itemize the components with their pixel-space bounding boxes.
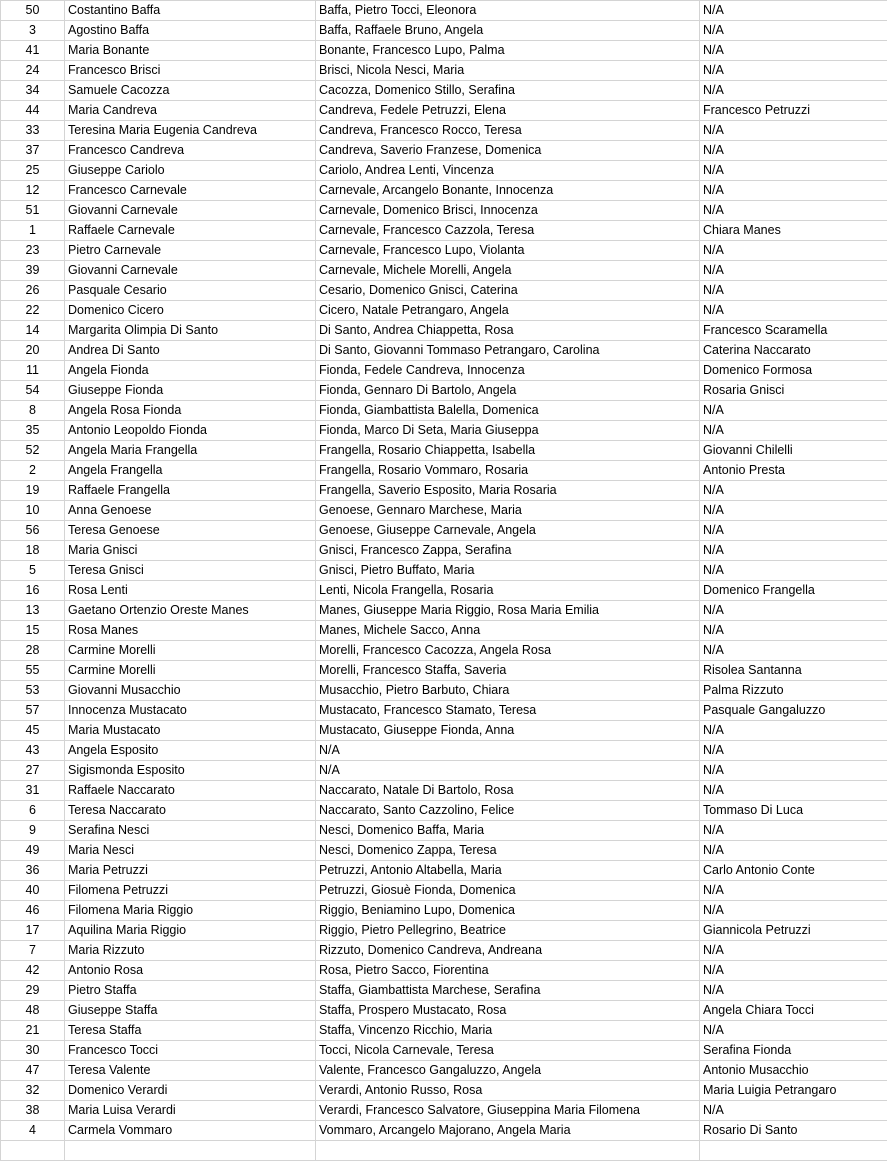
table-row bbox=[1, 461, 887, 481]
name-cell[interactable]: Agostino Baffa bbox=[65, 21, 316, 41]
spouse-cell[interactable]: N/A bbox=[700, 121, 887, 141]
spouse-cell[interactable]: N/A bbox=[700, 541, 887, 561]
id-cell[interactable]: 57 bbox=[1, 701, 65, 721]
parents-cell[interactable]: Tocci, Nicola Carnevale, Teresa bbox=[316, 1041, 700, 1061]
id-cell[interactable]: 18 bbox=[1, 541, 65, 561]
table-row bbox=[1, 361, 887, 381]
spouse-cell[interactable]: N/A bbox=[700, 961, 887, 981]
id-cell[interactable]: 45 bbox=[1, 721, 65, 741]
spouse-cell[interactable]: N/A bbox=[700, 481, 887, 501]
name-cell[interactable]: Raffaele Naccarato bbox=[65, 781, 316, 801]
spouse-cell[interactable]: N/A bbox=[700, 1021, 887, 1041]
table-row bbox=[1, 521, 887, 541]
parents-cell[interactable]: Carnevale, Michele Morelli, Angela bbox=[316, 261, 700, 281]
id-cell[interactable]: 43 bbox=[1, 741, 65, 761]
table-row bbox=[1, 841, 887, 861]
empty-cell[interactable] bbox=[700, 1141, 887, 1161]
parents-cell[interactable]: Nesci, Domenico Zappa, Teresa bbox=[316, 841, 700, 861]
id-cell[interactable]: 3 bbox=[1, 21, 65, 41]
table-row bbox=[1, 81, 887, 101]
spouse-cell[interactable]: N/A bbox=[700, 781, 887, 801]
id-cell[interactable]: 41 bbox=[1, 41, 65, 61]
id-cell[interactable]: 24 bbox=[1, 61, 65, 81]
table-row bbox=[1, 261, 887, 281]
table-row bbox=[1, 1121, 887, 1141]
table-row bbox=[1, 981, 887, 1001]
name-cell[interactable]: Serafina Nesci bbox=[65, 821, 316, 841]
parents-cell[interactable]: Baffa, Raffaele Bruno, Angela bbox=[316, 21, 700, 41]
spouse-cell[interactable]: N/A bbox=[700, 561, 887, 581]
spouse-cell[interactable]: N/A bbox=[700, 21, 887, 41]
table-row bbox=[1, 501, 887, 521]
table-row bbox=[1, 801, 887, 821]
table-row bbox=[1, 421, 887, 441]
id-cell[interactable]: 38 bbox=[1, 1101, 65, 1121]
parents-cell[interactable]: Fionda, Marco Di Seta, Maria Giuseppa bbox=[316, 421, 700, 441]
spouse-cell[interactable]: Francesco Petruzzi bbox=[700, 101, 887, 121]
table-row bbox=[1, 761, 887, 781]
parents-cell[interactable]: Staffa, Giambattista Marchese, Serafina bbox=[316, 981, 700, 1001]
table-row bbox=[1, 701, 887, 721]
spouse-cell[interactable]: N/A bbox=[700, 81, 887, 101]
spouse-cell[interactable]: N/A bbox=[700, 401, 887, 421]
parents-cell[interactable]: Carnevale, Arcangelo Bonante, Innocenza bbox=[316, 181, 700, 201]
id-cell[interactable]: 33 bbox=[1, 121, 65, 141]
name-cell[interactable]: Maria Luisa Verardi bbox=[65, 1101, 316, 1121]
name-cell[interactable]: Maria Mustacato bbox=[65, 721, 316, 741]
id-cell[interactable]: 23 bbox=[1, 241, 65, 261]
table-row bbox=[1, 901, 887, 921]
parents-cell[interactable]: Fionda, Gennaro Di Bartolo, Angela bbox=[316, 381, 700, 401]
parents-cell[interactable]: Morelli, Francesco Cacozza, Angela Rosa bbox=[316, 641, 700, 661]
id-cell[interactable]: 27 bbox=[1, 761, 65, 781]
name-cell[interactable]: Andrea Di Santo bbox=[65, 341, 316, 361]
name-cell[interactable]: Francesco Brisci bbox=[65, 61, 316, 81]
name-cell[interactable]: Teresa Gnisci bbox=[65, 561, 316, 581]
table-row bbox=[1, 21, 887, 41]
spouse-cell[interactable]: Giovanni Chilelli bbox=[700, 441, 887, 461]
table-row bbox=[1, 121, 887, 141]
parents-cell[interactable]: Staffa, Vincenzo Ricchio, Maria bbox=[316, 1021, 700, 1041]
name-cell[interactable]: Sigismonda Esposito bbox=[65, 761, 316, 781]
name-cell[interactable]: Domenico Verardi bbox=[65, 1081, 316, 1101]
parents-cell[interactable]: Fionda, Fedele Candreva, Innocenza bbox=[316, 361, 700, 381]
table-row bbox=[1, 41, 887, 61]
id-cell[interactable]: 47 bbox=[1, 1061, 65, 1081]
name-cell[interactable]: Rosa Manes bbox=[65, 621, 316, 641]
name-cell[interactable]: Pietro Staffa bbox=[65, 981, 316, 1001]
table-row bbox=[1, 621, 887, 641]
spouse-cell[interactable]: N/A bbox=[700, 421, 887, 441]
name-cell[interactable]: Teresa Genoese bbox=[65, 521, 316, 541]
name-cell[interactable]: Margarita Olimpia Di Santo bbox=[65, 321, 316, 341]
parents-cell[interactable]: Frangella, Saverio Esposito, Maria Rosaria bbox=[316, 481, 700, 501]
id-cell[interactable]: 46 bbox=[1, 901, 65, 921]
parents-cell[interactable]: Carnevale, Francesco Cazzola, Teresa bbox=[316, 221, 700, 241]
name-cell[interactable]: Antonio Leopoldo Fionda bbox=[65, 421, 316, 441]
spouse-cell[interactable]: N/A bbox=[700, 1101, 887, 1121]
table-row bbox=[1, 201, 887, 221]
parents-cell[interactable]: Vommaro, Arcangelo Majorano, Angela Maria bbox=[316, 1121, 700, 1141]
table-row bbox=[1, 821, 887, 841]
id-cell[interactable]: 1 bbox=[1, 221, 65, 241]
id-cell[interactable]: 21 bbox=[1, 1021, 65, 1041]
spouse-cell[interactable]: Tommaso Di Luca bbox=[700, 801, 887, 821]
id-cell[interactable]: 13 bbox=[1, 601, 65, 621]
parents-cell[interactable]: Cacozza, Domenico Stillo, Serafina bbox=[316, 81, 700, 101]
empty-cell[interactable] bbox=[65, 1141, 316, 1161]
parents-cell[interactable]: Morelli, Francesco Staffa, Saveria bbox=[316, 661, 700, 681]
spouse-cell[interactable]: Serafina Fionda bbox=[700, 1041, 887, 1061]
table-row bbox=[1, 941, 887, 961]
name-cell[interactable]: Raffaele Carnevale bbox=[65, 221, 316, 241]
name-cell[interactable]: Maria Nesci bbox=[65, 841, 316, 861]
spouse-cell[interactable]: N/A bbox=[700, 941, 887, 961]
table-row bbox=[1, 661, 887, 681]
id-cell[interactable]: 12 bbox=[1, 181, 65, 201]
parents-cell[interactable]: Cicero, Natale Petrangaro, Angela bbox=[316, 301, 700, 321]
id-cell[interactable]: 48 bbox=[1, 1001, 65, 1021]
parents-cell[interactable]: Genoese, Giuseppe Carnevale, Angela bbox=[316, 521, 700, 541]
parents-cell[interactable]: Rizzuto, Domenico Candreva, Andreana bbox=[316, 941, 700, 961]
table-row bbox=[1, 1, 887, 21]
spouse-cell[interactable]: N/A bbox=[700, 741, 887, 761]
parents-cell[interactable]: Brisci, Nicola Nesci, Maria bbox=[316, 61, 700, 81]
id-cell[interactable]: 31 bbox=[1, 781, 65, 801]
spouse-cell[interactable]: Domenico Formosa bbox=[700, 361, 887, 381]
spouse-cell[interactable]: N/A bbox=[700, 841, 887, 861]
name-cell[interactable]: Anna Genoese bbox=[65, 501, 316, 521]
spouse-cell[interactable]: N/A bbox=[700, 881, 887, 901]
table-row bbox=[1, 481, 887, 501]
spouse-cell[interactable]: N/A bbox=[700, 201, 887, 221]
id-cell[interactable]: 42 bbox=[1, 961, 65, 981]
parents-cell[interactable]: Rosa, Pietro Sacco, Fiorentina bbox=[316, 961, 700, 981]
id-cell[interactable]: 53 bbox=[1, 681, 65, 701]
spouse-cell[interactable]: N/A bbox=[700, 621, 887, 641]
id-cell[interactable]: 25 bbox=[1, 161, 65, 181]
name-cell[interactable]: Francesco Carnevale bbox=[65, 181, 316, 201]
spouse-cell[interactable]: Francesco Scaramella bbox=[700, 321, 887, 341]
table-row bbox=[1, 601, 887, 621]
parents-cell[interactable]: Mustacato, Giuseppe Fionda, Anna bbox=[316, 721, 700, 741]
name-cell[interactable]: Maria Petruzzi bbox=[65, 861, 316, 881]
spouse-cell[interactable]: N/A bbox=[700, 821, 887, 841]
id-cell[interactable]: 26 bbox=[1, 281, 65, 301]
name-cell[interactable]: Teresina Maria Eugenia Candreva bbox=[65, 121, 316, 141]
spouse-cell[interactable]: N/A bbox=[700, 1, 887, 21]
spouse-cell[interactable]: N/A bbox=[700, 521, 887, 541]
parents-cell[interactable]: Riggio, Beniamino Lupo, Domenica bbox=[316, 901, 700, 921]
table-row bbox=[1, 681, 887, 701]
parents-cell[interactable]: Verardi, Francesco Salvatore, Giuseppina Maria Filomena bbox=[316, 1101, 700, 1121]
parents-cell[interactable]: Di Santo, Giovanni Tommaso Petrangaro, Carolina bbox=[316, 341, 700, 361]
id-cell[interactable]: 14 bbox=[1, 321, 65, 341]
table-row bbox=[1, 641, 887, 661]
name-cell[interactable]: Giuseppe Cariolo bbox=[65, 161, 316, 181]
name-cell[interactable]: Carmine Morelli bbox=[65, 641, 316, 661]
id-cell[interactable]: 52 bbox=[1, 441, 65, 461]
parents-cell[interactable]: Manes, Giuseppe Maria Riggio, Rosa Maria Emilia bbox=[316, 601, 700, 621]
id-cell[interactable]: 54 bbox=[1, 381, 65, 401]
spouse-cell[interactable]: N/A bbox=[700, 301, 887, 321]
parents-cell[interactable]: Candreva, Saverio Franzese, Domenica bbox=[316, 141, 700, 161]
id-cell[interactable]: 39 bbox=[1, 261, 65, 281]
empty-cell[interactable] bbox=[316, 1141, 700, 1161]
id-cell[interactable]: 6 bbox=[1, 801, 65, 821]
name-cell[interactable]: Maria Rizzuto bbox=[65, 941, 316, 961]
id-cell[interactable]: 49 bbox=[1, 841, 65, 861]
parents-cell[interactable]: Riggio, Pietro Pellegrino, Beatrice bbox=[316, 921, 700, 941]
name-cell[interactable]: Raffaele Frangella bbox=[65, 481, 316, 501]
table-row bbox=[1, 1041, 887, 1061]
table-row bbox=[1, 561, 887, 581]
id-cell[interactable]: 44 bbox=[1, 101, 65, 121]
spouse-cell[interactable]: N/A bbox=[700, 41, 887, 61]
parents-cell[interactable]: Frangella, Rosario Vommaro, Rosaria bbox=[316, 461, 700, 481]
name-cell[interactable]: Angela Esposito bbox=[65, 741, 316, 761]
parents-cell[interactable]: Mustacato, Francesco Stamato, Teresa bbox=[316, 701, 700, 721]
parents-cell[interactable]: Candreva, Francesco Rocco, Teresa bbox=[316, 121, 700, 141]
name-cell[interactable]: Samuele Cacozza bbox=[65, 81, 316, 101]
parents-cell[interactable]: Nesci, Domenico Baffa, Maria bbox=[316, 821, 700, 841]
name-cell[interactable]: Giuseppe Staffa bbox=[65, 1001, 316, 1021]
table-row bbox=[1, 781, 887, 801]
parents-cell[interactable]: Cesario, Domenico Gnisci, Caterina bbox=[316, 281, 700, 301]
spouse-cell[interactable]: N/A bbox=[700, 901, 887, 921]
spouse-cell[interactable]: N/A bbox=[700, 181, 887, 201]
id-cell[interactable]: 28 bbox=[1, 641, 65, 661]
name-cell[interactable]: Filomena Maria Riggio bbox=[65, 901, 316, 921]
id-cell[interactable]: 17 bbox=[1, 921, 65, 941]
table-row bbox=[1, 381, 887, 401]
name-cell[interactable]: Carmela Vommaro bbox=[65, 1121, 316, 1141]
parents-cell[interactable]: Candreva, Fedele Petruzzi, Elena bbox=[316, 101, 700, 121]
spouse-cell[interactable]: Risolea Santanna bbox=[700, 661, 887, 681]
table-row bbox=[1, 881, 887, 901]
id-cell[interactable]: 51 bbox=[1, 201, 65, 221]
name-cell[interactable]: Teresa Naccarato bbox=[65, 801, 316, 821]
table-row bbox=[1, 401, 887, 421]
parents-cell[interactable]: Cariolo, Andrea Lenti, Vincenza bbox=[316, 161, 700, 181]
parents-cell[interactable]: Petruzzi, Giosuè Fionda, Domenica bbox=[316, 881, 700, 901]
id-cell[interactable]: 22 bbox=[1, 301, 65, 321]
name-cell[interactable]: Antonio Rosa bbox=[65, 961, 316, 981]
id-cell[interactable]: 8 bbox=[1, 401, 65, 421]
parents-cell[interactable]: N/A bbox=[316, 761, 700, 781]
spouse-cell[interactable]: Angela Chiara Tocci bbox=[700, 1001, 887, 1021]
name-cell[interactable]: Teresa Staffa bbox=[65, 1021, 316, 1041]
spouse-cell[interactable]: Antonio Presta bbox=[700, 461, 887, 481]
name-cell[interactable]: Francesco Candreva bbox=[65, 141, 316, 161]
name-cell[interactable]: Giovanni Musacchio bbox=[65, 681, 316, 701]
name-cell[interactable]: Maria Candreva bbox=[65, 101, 316, 121]
id-cell[interactable]: 55 bbox=[1, 661, 65, 681]
table-row bbox=[1, 1081, 887, 1101]
name-cell[interactable]: Angela Rosa Fionda bbox=[65, 401, 316, 421]
spouse-cell[interactable]: Rosario Di Santo bbox=[700, 1121, 887, 1141]
name-cell[interactable]: Rosa Lenti bbox=[65, 581, 316, 601]
name-cell[interactable]: Filomena Petruzzi bbox=[65, 881, 316, 901]
table-row bbox=[1, 861, 887, 881]
spouse-cell[interactable]: N/A bbox=[700, 981, 887, 1001]
parents-cell[interactable]: Gnisci, Francesco Zappa, Serafina bbox=[316, 541, 700, 561]
id-cell[interactable]: 56 bbox=[1, 521, 65, 541]
name-cell[interactable]: Teresa Valente bbox=[65, 1061, 316, 1081]
id-cell[interactable]: 9 bbox=[1, 821, 65, 841]
table-row bbox=[1, 441, 887, 461]
table-row bbox=[1, 161, 887, 181]
spouse-cell[interactable]: Chiara Manes bbox=[700, 221, 887, 241]
spouse-cell[interactable]: Domenico Frangella bbox=[700, 581, 887, 601]
parents-cell[interactable]: N/A bbox=[316, 741, 700, 761]
name-cell[interactable]: Angela Maria Frangella bbox=[65, 441, 316, 461]
table-row bbox=[1, 1061, 887, 1081]
spouse-cell[interactable]: Rosaria Gnisci bbox=[700, 381, 887, 401]
id-cell[interactable]: 7 bbox=[1, 941, 65, 961]
spouse-cell[interactable]: N/A bbox=[700, 141, 887, 161]
table-row bbox=[1, 281, 887, 301]
parents-cell[interactable]: Staffa, Prospero Mustacato, Rosa bbox=[316, 1001, 700, 1021]
id-cell[interactable]: 5 bbox=[1, 561, 65, 581]
id-cell[interactable]: 30 bbox=[1, 1041, 65, 1061]
table-row bbox=[1, 101, 887, 121]
table-row bbox=[1, 61, 887, 81]
id-cell[interactable]: 10 bbox=[1, 501, 65, 521]
table-row bbox=[1, 221, 887, 241]
table-row bbox=[1, 541, 887, 561]
table-row bbox=[1, 241, 887, 261]
parents-cell[interactable]: Manes, Michele Sacco, Anna bbox=[316, 621, 700, 641]
parents-cell[interactable]: Verardi, Antonio Russo, Rosa bbox=[316, 1081, 700, 1101]
parents-cell[interactable]: Lenti, Nicola Frangella, Rosaria bbox=[316, 581, 700, 601]
parents-cell[interactable]: Valente, Francesco Gangaluzzo, Angela bbox=[316, 1061, 700, 1081]
name-cell[interactable]: Giuseppe Fionda bbox=[65, 381, 316, 401]
name-cell[interactable]: Francesco Tocci bbox=[65, 1041, 316, 1061]
parents-cell[interactable]: Frangella, Rosario Chiappetta, Isabella bbox=[316, 441, 700, 461]
table-row bbox=[1, 1021, 887, 1041]
table-row bbox=[1, 1101, 887, 1121]
parents-cell[interactable]: Bonante, Francesco Lupo, Palma bbox=[316, 41, 700, 61]
parents-cell[interactable]: Genoese, Gennaro Marchese, Maria bbox=[316, 501, 700, 521]
spreadsheet-body bbox=[1, 1, 887, 1161]
table-row bbox=[1, 961, 887, 981]
name-cell[interactable]: Domenico Cicero bbox=[65, 301, 316, 321]
spouse-cell[interactable]: N/A bbox=[700, 761, 887, 781]
spouse-cell[interactable]: Palma Rizzuto bbox=[700, 681, 887, 701]
name-cell[interactable]: Maria Gnisci bbox=[65, 541, 316, 561]
parents-cell[interactable]: Petruzzi, Antonio Altabella, Maria bbox=[316, 861, 700, 881]
id-cell[interactable]: 16 bbox=[1, 581, 65, 601]
spouse-cell[interactable]: N/A bbox=[700, 281, 887, 301]
id-cell[interactable]: 29 bbox=[1, 981, 65, 1001]
spouse-cell[interactable]: N/A bbox=[700, 641, 887, 661]
parents-cell[interactable]: Naccarato, Santo Cazzolino, Felice bbox=[316, 801, 700, 821]
table-row bbox=[1, 741, 887, 761]
id-cell[interactable]: 19 bbox=[1, 481, 65, 501]
id-cell[interactable]: 35 bbox=[1, 421, 65, 441]
spouse-cell[interactable]: Maria Luigia Petrangaro bbox=[700, 1081, 887, 1101]
table-row bbox=[1, 721, 887, 741]
table-row bbox=[1, 181, 887, 201]
table-row bbox=[1, 341, 887, 361]
table-row bbox=[1, 141, 887, 161]
spouse-cell[interactable]: N/A bbox=[700, 61, 887, 81]
name-cell[interactable]: Pietro Carnevale bbox=[65, 241, 316, 261]
name-cell[interactable]: Costantino Baffa bbox=[65, 1, 316, 21]
name-cell[interactable]: Giovanni Carnevale bbox=[65, 201, 316, 221]
id-cell[interactable]: 36 bbox=[1, 861, 65, 881]
name-cell[interactable]: Innocenza Mustacato bbox=[65, 701, 316, 721]
id-cell[interactable]: 50 bbox=[1, 1, 65, 21]
spouse-cell[interactable]: N/A bbox=[700, 721, 887, 741]
table-row bbox=[1, 921, 887, 941]
name-cell[interactable]: Carmine Morelli bbox=[65, 661, 316, 681]
spouse-cell[interactable]: Antonio Musacchio bbox=[700, 1061, 887, 1081]
parents-cell[interactable]: Fionda, Giambattista Balella, Domenica bbox=[316, 401, 700, 421]
spouse-cell[interactable]: N/A bbox=[700, 601, 887, 621]
parents-cell[interactable]: Carnevale, Francesco Lupo, Violanta bbox=[316, 241, 700, 261]
parents-cell[interactable]: Naccarato, Natale Di Bartolo, Rosa bbox=[316, 781, 700, 801]
name-cell[interactable]: Angela Frangella bbox=[65, 461, 316, 481]
spouse-cell[interactable]: Giannicola Petruzzi bbox=[700, 921, 887, 941]
spouse-cell[interactable]: N/A bbox=[700, 261, 887, 281]
id-cell[interactable]: 20 bbox=[1, 341, 65, 361]
table-row bbox=[1, 321, 887, 341]
id-cell[interactable]: 34 bbox=[1, 81, 65, 101]
parents-cell[interactable]: Musacchio, Pietro Barbuto, Chiara bbox=[316, 681, 700, 701]
spouse-cell[interactable]: N/A bbox=[700, 501, 887, 521]
spouse-cell[interactable]: N/A bbox=[700, 161, 887, 181]
id-cell[interactable]: 4 bbox=[1, 1121, 65, 1141]
name-cell[interactable]: Pasquale Cesario bbox=[65, 281, 316, 301]
parents-cell[interactable]: Baffa, Pietro Tocci, Eleonora bbox=[316, 1, 700, 21]
name-cell[interactable]: Angela Fionda bbox=[65, 361, 316, 381]
empty-row bbox=[1, 1141, 887, 1161]
name-cell[interactable]: Gaetano Ortenzio Oreste Manes bbox=[65, 601, 316, 621]
parents-cell[interactable]: Carnevale, Domenico Brisci, Innocenza bbox=[316, 201, 700, 221]
name-cell[interactable]: Aquilina Maria Riggio bbox=[65, 921, 316, 941]
table-row bbox=[1, 301, 887, 321]
id-cell[interactable]: 11 bbox=[1, 361, 65, 381]
spouse-cell[interactable]: Carlo Antonio Conte bbox=[700, 861, 887, 881]
id-cell[interactable]: 37 bbox=[1, 141, 65, 161]
empty-cell[interactable] bbox=[1, 1141, 65, 1161]
table-row bbox=[1, 581, 887, 601]
id-cell[interactable]: 15 bbox=[1, 621, 65, 641]
parents-cell[interactable]: Gnisci, Pietro Buffato, Maria bbox=[316, 561, 700, 581]
id-cell[interactable]: 32 bbox=[1, 1081, 65, 1101]
name-cell[interactable]: Maria Bonante bbox=[65, 41, 316, 61]
id-cell[interactable]: 2 bbox=[1, 461, 65, 481]
spouse-cell[interactable]: N/A bbox=[700, 241, 887, 261]
parents-cell[interactable]: Di Santo, Andrea Chiappetta, Rosa bbox=[316, 321, 700, 341]
spouse-cell[interactable]: Caterina Naccarato bbox=[700, 341, 887, 361]
table-row bbox=[1, 1001, 887, 1021]
id-cell[interactable]: 40 bbox=[1, 881, 65, 901]
spouse-cell[interactable]: Pasquale Gangaluzzo bbox=[700, 701, 887, 721]
name-cell[interactable]: Giovanni Carnevale bbox=[65, 261, 316, 281]
